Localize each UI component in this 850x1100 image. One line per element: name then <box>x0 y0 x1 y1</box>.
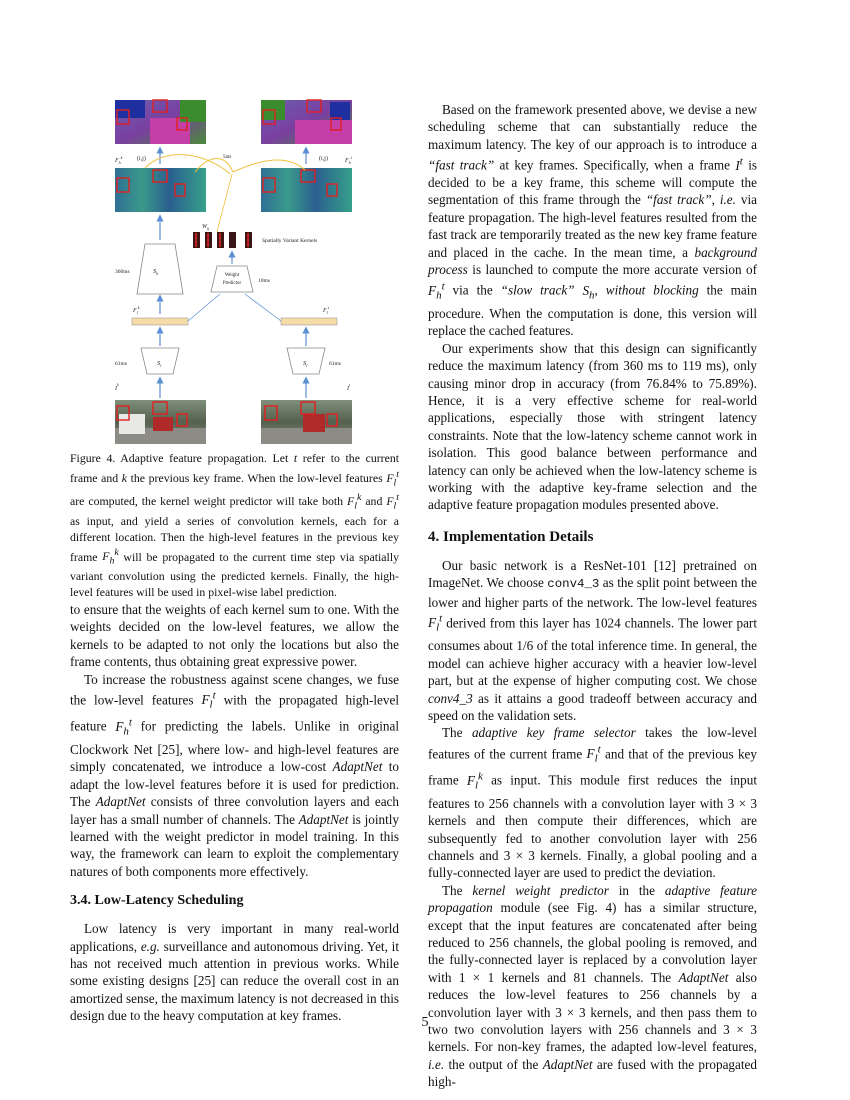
weight-predictor-block <box>211 266 253 292</box>
paragraph: The kernel weight predictor in the adaptive feature propagation module (see Fig. 4) has a similar structure, except that the input features are concatenated after being reduced to 256 channels, the global pooling is removed, and the fully-connected layer is replaced by a convolution layer with 1 × 1 kernels and 81 channels. The AdaptNet also reduces the low-level features to 256 channels by a convolution layer with 3 × 3 kernels, and then pass them to two two convolution layers with 256 channels and 3 × 3 kernels. For non-key frames, the adapted low-level features, i.e. the output of the AdaptNet are fused with the propagated high- <box>428 882 758 1090</box>
kernel-stack <box>193 232 252 248</box>
label-S-l-right: $S_l$ <box>303 360 308 368</box>
paragraph: to ensure that the weights of each kernel sum to one. With the weights decided on the low-level features, we allow the kernels to be adapted to not only the locations but also the frame contents, thus obtaining great expressive power. <box>70 602 399 670</box>
input-frame-left <box>115 400 206 444</box>
paragraph: Our basic network is a ResNet-101 [12] pretrained on ImageNet. We choose conv4_3 as the split point between the lower and higher parts of the network. The low-level features $F_l^t$ derived from this layer has 1024 channels. The lower part consumes about 1/6 of the total inference time. In general, the model can achieve higher accuracy with a heavier low-level part, but at the expense of higher computing cost. We chose conv4_3 as it attains a good tradeoff between accuracy and speed on the validation sets. <box>428 557 757 724</box>
connector-right <box>245 294 281 321</box>
label-spatially-variant: Spatially Variant Kernels <box>262 238 318 244</box>
feature-map-right <box>261 168 352 212</box>
label-10ms: 10ms <box>258 278 270 284</box>
label-F-l-k: $F_l^k$ <box>133 305 140 315</box>
label-predictor: Predictor <box>222 281 242 286</box>
connector-left <box>188 294 220 321</box>
F-l-k-bar <box>132 318 188 325</box>
label-F-l-t: $F_l^t$ <box>323 305 329 315</box>
figure-caption: Figure 4. Adaptive feature propagation. Let t refer to the current frame and k the previous key frame. When the low-level features $F_l^t$ are computed, the kernel weight predictor will take both $F_l^k$ and $F_l^t$ as input, and yield a series of convolution kernels, each for a different location. Then the high-level features in the previous key frame $F_h^k$ will be propagated to the current time step via spatially variant convolution using the predicted kernels. Finally, the high-level features will be used in pixel-wise label prediction. <box>70 451 399 599</box>
S-h-block <box>137 244 183 294</box>
label-5ms: 5ms <box>223 155 232 160</box>
propagation-curve-4 <box>217 174 232 232</box>
section-heading-3-4: 3.4. Low-Latency Scheduling <box>70 893 244 909</box>
label-I-k: $I^k$ <box>115 382 119 392</box>
label-W-ij: $W_{ij}$ <box>202 224 210 231</box>
label-F-h-t: $F_h^t$ <box>345 155 352 165</box>
left-column <box>70 601 399 1025</box>
label-ij-left: (i,j) <box>137 156 146 162</box>
label-360ms: 360ms <box>115 269 130 275</box>
paragraph: To increase the robustness against scene changes, we fuse the low-level features $F_l^t$ with the propagated high-level feature $F_h^t$ for predicting the labels. Unlike in original Clockwork Net [25], where low- and high-level features are simply concatenated, we introduce a low-cost AdaptNet to adapt the low-level features before it is used for prediction. The AdaptNet consists of three convolution layers and each layer has a small number of channels. The AdaptNet is jointly learned with the weight predictor in model training. In this way, the framework can learn to exploit the complementary natures of both components more effectively. <box>70 671 400 879</box>
paragraph: Low latency is very important in many real-world applications, e.g. surveillance and autonomous driving. Yet, it has not received much attention in previous works. While some existing designs [25] can reduce the overall cost in an amortized sense, the maximum latency is not decreased in this design due to the heavy computation at key frames. <box>70 921 399 1024</box>
segmentation-map-left <box>115 100 206 144</box>
figure-4-diagram <box>95 92 385 447</box>
label-61ms-left: 61ms <box>115 361 127 367</box>
label-F-h-k: $F_h^k$ <box>115 155 123 165</box>
input-frame-right <box>261 400 352 444</box>
segmentation-map-right <box>261 100 352 144</box>
section-heading-4: 4. Implementation Details <box>428 528 594 545</box>
label-I-t: $I^t$ <box>347 382 351 392</box>
label-ij-right: (i,j) <box>319 156 328 162</box>
label-S-l-left: $S_l$ <box>157 360 162 368</box>
paragraph: Based on the framework presented above, we devise a new scheduling scheme that can substantially reduce the maximum latency. The key of our approach is to introduce a “fast track” at key frames. Specifically, when a frame $I^t$ is decided to be a key frame, this scheme will compute the segmentation of this frame through the “fast track”, i.e. via feature propagation. The high-level features resulted from the fast track are temporarily treated as the new key frame feature and placed in the cache. In the mean time, a background process is launched to compute the more accurate version of $F_h^t$ via the “slow track” $S_h$, without blocking the main procedure. When the computation is done, this version will replace the cached features. <box>428 102 758 339</box>
label-S-h: $S_h$ <box>153 268 159 276</box>
right-column <box>428 101 757 1091</box>
paragraph: The adaptive key frame selector takes the low-level features of the current frame $F_l^t$ and that of the previous key frame $F_l^k$ as input. This module first reduces the input features to 256 channels with a convolution layer with 3 × 3 kernels and then compute their differences, which are subsequently fed to another convolution layer with 256 channels and 3 × 3 kernels. Finally, a global pooling and a fully-connected layer are used to predict the deviation. <box>428 725 758 881</box>
label-weight: Weight <box>224 273 240 278</box>
paragraph: Our experiments show that this design can significantly reduce the maximum latency (from 360 ms to 119 ms), only causing minor drop in accuracy (from 76.84% to 75.89%). Hence, it is a very effective scheme for real-world applications, especially those with stringent latency constraints. Note that the low-latency scheme cannot work in isolation. This good balance between performance and latency can only be achieved when the low-latency scheme is working with the adaptive key-frame selection and the adaptive feature propagation modules presented above. <box>428 340 757 513</box>
feature-map-left <box>115 168 206 212</box>
label-61ms-right: 61ms <box>329 361 341 367</box>
page-number: 5 <box>421 1015 429 1030</box>
F-l-t-bar <box>281 318 337 325</box>
